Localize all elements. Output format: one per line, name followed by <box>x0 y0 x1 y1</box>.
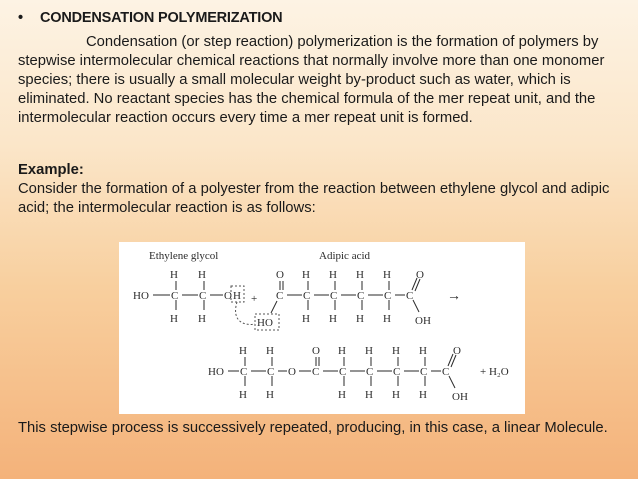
atom-h: H <box>392 345 400 357</box>
atom-c: C <box>384 290 392 302</box>
reaction-arrow: → <box>447 289 461 304</box>
elimination-link <box>236 302 255 324</box>
atom-c: C <box>312 366 320 378</box>
ethylene-glycol-molecule <box>153 281 223 310</box>
atom-o: O <box>416 269 424 281</box>
atom-c: C <box>199 290 207 302</box>
example-label: Example: <box>18 162 84 178</box>
reaction-figure <box>119 242 525 414</box>
atom-c: C <box>393 366 401 378</box>
atom-h: H <box>266 389 274 401</box>
label-adipic-acid: Adipic acid <box>319 250 371 262</box>
plus-sign: + <box>251 293 258 305</box>
atom-ho: HO <box>133 290 149 302</box>
label-ethylene-glycol: Ethylene glycol <box>149 250 219 262</box>
definition-text: Condensation (or step reaction) polymerization is the formation of polymers by stepwise intermolecular chemical reactions that normally involve more than one monomer species; there is usually a small molecular weight by-product such as water, which is eliminated. No reactant species has the chemical formula of the mer repeat unit, and the intermolecular reaction occurs every time a mer repeat unit is formed. <box>18 34 605 126</box>
atom-h: H <box>419 345 427 357</box>
atom-c: C <box>171 290 179 302</box>
atom-o: O <box>288 366 296 378</box>
bullet: • <box>18 10 23 26</box>
atom-h: H <box>365 389 373 401</box>
heading-text: CONDENSATION POLYMERIZATION <box>40 10 283 26</box>
atom-c: C <box>357 290 365 302</box>
atom-oh: OH <box>415 315 431 327</box>
atom-h: H <box>383 269 391 281</box>
atom-h: H <box>419 389 427 401</box>
example-text: Consider the formation of a polyester from the reaction between ethylene glycol and adipic acid; the intermolecular reaction is as follows: <box>18 181 610 216</box>
atom-oh: OH <box>452 391 468 403</box>
reaction-diagram <box>119 242 525 414</box>
atom-h: H <box>198 313 206 325</box>
atom-o: O <box>312 345 320 357</box>
atom-h: H <box>365 345 373 357</box>
atom-ho: HO <box>257 317 273 329</box>
atom-c: C <box>303 290 311 302</box>
atom-c: C <box>240 366 248 378</box>
atom-c: C <box>339 366 347 378</box>
atom-o: O <box>276 269 284 281</box>
atom-h: H <box>338 345 346 357</box>
atom-h: H <box>356 313 364 325</box>
atom-h: H <box>302 269 310 281</box>
atom-c: C <box>267 366 275 378</box>
atom-o: O <box>453 345 461 357</box>
atom-c: C <box>442 366 450 378</box>
atom-h: H <box>233 290 241 302</box>
atom-h: H <box>239 389 247 401</box>
atom-c: C <box>406 290 414 302</box>
atom-o: O <box>224 290 232 302</box>
atom-h: H <box>338 389 346 401</box>
atom-h: H <box>329 313 337 325</box>
atom-h: H <box>170 269 178 281</box>
atom-c: C <box>420 366 428 378</box>
atom-c: C <box>330 290 338 302</box>
atom-c: C <box>366 366 374 378</box>
atom-h: H <box>198 269 206 281</box>
atom-h: H <box>356 269 364 281</box>
footer-text: This stepwise process is successively repeated, producing, in this case, a linear Molecule. <box>18 420 608 436</box>
atom-h: H <box>302 313 310 325</box>
slide-heading <box>18 10 282 26</box>
atom-h: H <box>383 313 391 325</box>
atom-h: H <box>239 345 247 357</box>
atom-h: H <box>266 345 274 357</box>
atom-h: H <box>329 269 337 281</box>
atom-c: C <box>276 290 284 302</box>
atom-ho: HO <box>208 366 224 378</box>
adipic-acid-molecule <box>271 278 420 313</box>
atom-h: H <box>170 313 178 325</box>
atom-h: H <box>392 389 400 401</box>
water-byproduct: + H₂O <box>480 366 509 378</box>
definition-paragraph <box>18 33 624 128</box>
